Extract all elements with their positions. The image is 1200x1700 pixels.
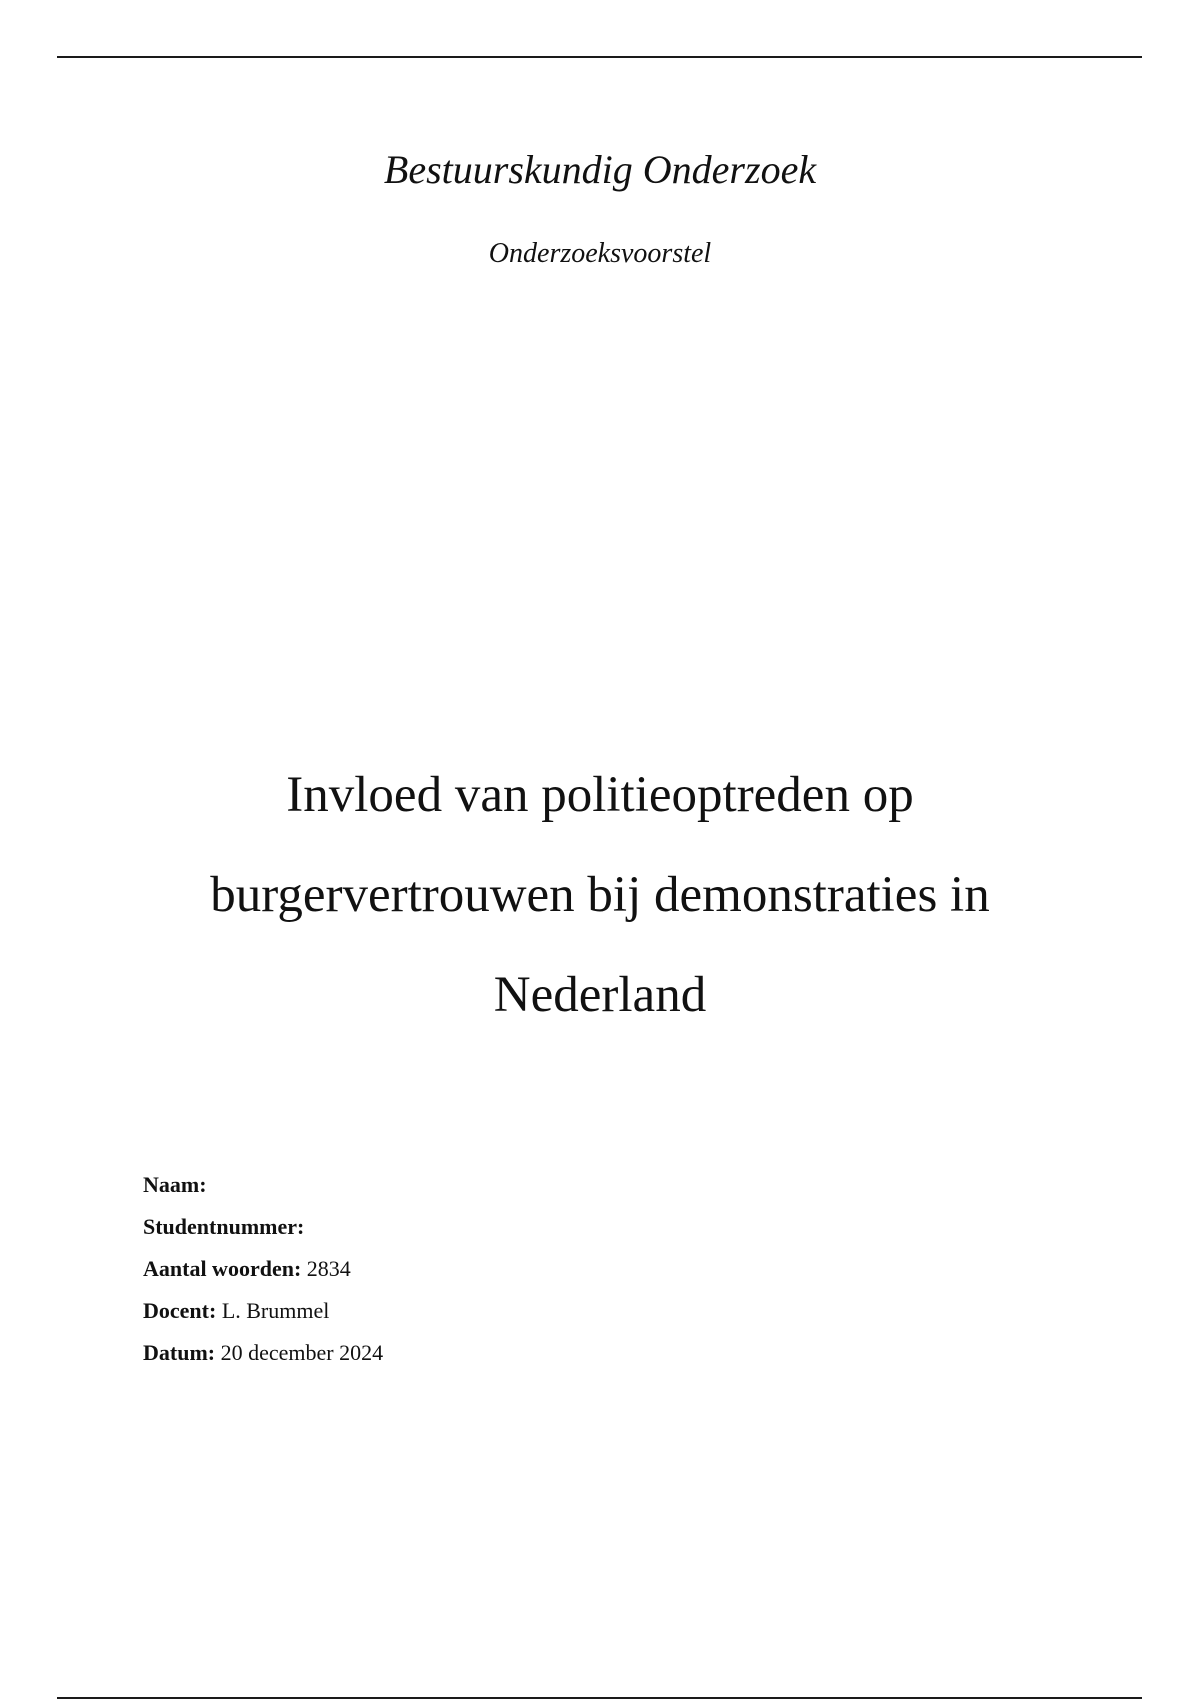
document-title: Invloed van politieoptreden op burgervertrouwen bij demonstraties in Nederland xyxy=(210,767,990,1023)
detail-value: L. Brummel xyxy=(221,1298,330,1323)
detail-teacher xyxy=(143,1290,843,1332)
detail-word-count xyxy=(143,1248,843,1290)
details-block xyxy=(143,1164,843,1374)
bottom-rule xyxy=(57,1697,1142,1699)
detail-date xyxy=(143,1332,843,1374)
detail-value: 20 december 2024 xyxy=(220,1340,384,1365)
detail-value: 2834 xyxy=(306,1256,351,1281)
course-title: Bestuurskundig Onderzoek xyxy=(383,147,817,192)
detail-student-number xyxy=(143,1206,843,1248)
top-rule xyxy=(57,56,1142,58)
detail-label: Docent: xyxy=(143,1298,217,1323)
document-type: Onderzoeksvoorstel xyxy=(488,238,712,269)
detail-label: Aantal woorden: xyxy=(143,1256,302,1281)
detail-name xyxy=(143,1164,843,1206)
detail-label: Studentnummer: xyxy=(143,1214,305,1239)
detail-label: Datum: xyxy=(143,1340,216,1365)
detail-label: Naam: xyxy=(143,1172,207,1197)
